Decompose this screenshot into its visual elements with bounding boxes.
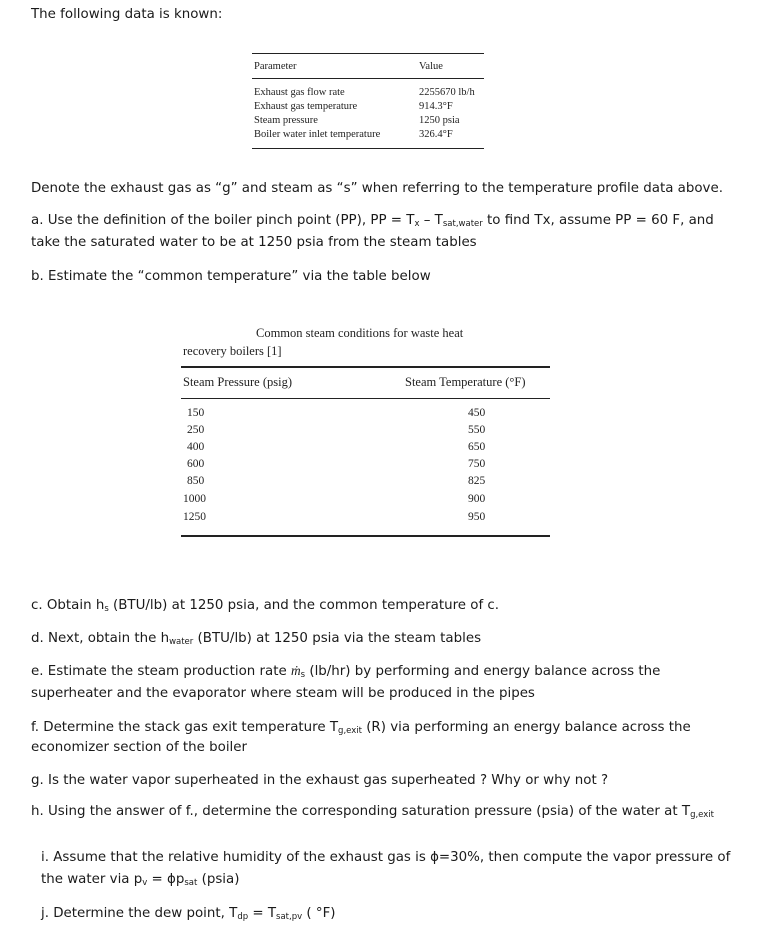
- table-top-rule: [181, 366, 550, 368]
- table-caption: Common steam conditions for waste heat: [256, 326, 464, 340]
- temperature-cell: 950: [468, 511, 486, 523]
- question-i: i. Assume that the relative humidity of the exhaust gas is ϕ=30%, then compute the vapor pressure of: [41, 850, 731, 865]
- param-cell: Boiler water inlet temperature: [254, 129, 381, 140]
- question-i-line2: the water via $p_v = \phi p_{sat}$ (psia): [41, 872, 240, 888]
- pressure-cell: 400: [187, 441, 205, 453]
- pressure-cell: 250: [187, 424, 205, 436]
- question-g: g. Is the water vapor superheated in the exhaust gas superheated ? Why or why not ?: [31, 773, 609, 788]
- denote-text: Denote the exhaust gas as “g” and steam as “s” when referring to the temperature profile data above.: [31, 181, 723, 196]
- question-d: d. Next, obtain the $h_{water}$ (BTU/lb) at 1250 psia via the steam tables: [31, 631, 482, 647]
- temperature-cell: 550: [468, 424, 486, 436]
- value-cell: 1250 psia: [419, 115, 460, 126]
- temperature-cell: 450: [468, 407, 486, 419]
- header-value: Value: [419, 61, 443, 72]
- pressure-cell: 600: [187, 458, 205, 470]
- table-top-rule: [252, 53, 484, 54]
- temperature-cell: 750: [468, 458, 486, 470]
- question-j: j. Determine the dew point, $T_{dp} = T_{sat,pv}$ ( °F): [41, 906, 336, 922]
- pressure-cell: 1000: [183, 493, 206, 505]
- param-cell: Exhaust gas temperature: [254, 101, 358, 112]
- temperature-cell: 900: [468, 493, 486, 505]
- table-header-rule: [252, 78, 484, 79]
- param-cell: Steam pressure: [254, 115, 318, 126]
- temperature-cell: 650: [468, 441, 486, 453]
- question-c: c. Obtain $h_s$ (BTU/lb) at 1250 psia, and the common temperature of c.: [31, 598, 500, 614]
- question-b: b. Estimate the “common temperature” via the table below: [31, 269, 431, 284]
- question-e-line2: superheater and the evaporator where steam will be produced in the pipes: [31, 686, 535, 701]
- pressure-cell: 150: [187, 407, 205, 419]
- mass-flow-symbol: ṁ: [290, 663, 301, 678]
- question-h: h. Using the answer of f., determine the corresponding saturation pressure (psia) of the water at $T_{g,exit}$: [31, 804, 714, 820]
- value-cell: 2255670 lb/h: [419, 87, 475, 98]
- question-e: e. Estimate the steam production rate ṁ$_s$ (lb/hr) by performing and energy balance across the: [31, 663, 661, 680]
- param-cell: Exhaust gas flow rate: [254, 87, 345, 98]
- table-bottom-rule: [181, 535, 550, 537]
- pressure-cell: 1250: [183, 511, 206, 523]
- intro-text: The following data is known:: [31, 7, 223, 22]
- temperature-cell: 825: [468, 475, 486, 487]
- value-cell: 914.3°F: [419, 101, 453, 112]
- table-caption-line2: recovery boilers [1]: [183, 344, 282, 358]
- question-f: f. Determine the stack gas exit temperature $T_{g,exit}$ (R) via performing an energy balance across the: [31, 720, 691, 736]
- table-header-rule: [181, 398, 550, 399]
- question-a: a. Use the definition of the boiler pinch point (PP), PP = $T_x - T_{sat,water}$ to find Tx, assume PP = 60 F, and: [31, 213, 714, 229]
- value-cell: 326.4°F: [419, 129, 453, 140]
- table-bottom-rule: [252, 148, 484, 149]
- question-f-line2: economizer section of the boiler: [31, 740, 248, 755]
- header-parameter: Parameter: [254, 61, 297, 72]
- pressure-cell: 850: [187, 475, 205, 487]
- header-steam-pressure: Steam Pressure (psig): [183, 375, 293, 389]
- question-a-line2: take the saturated water to be at 1250 psia from the steam tables: [31, 235, 477, 250]
- header-steam-temperature: Steam Temperature (°F): [405, 375, 526, 389]
